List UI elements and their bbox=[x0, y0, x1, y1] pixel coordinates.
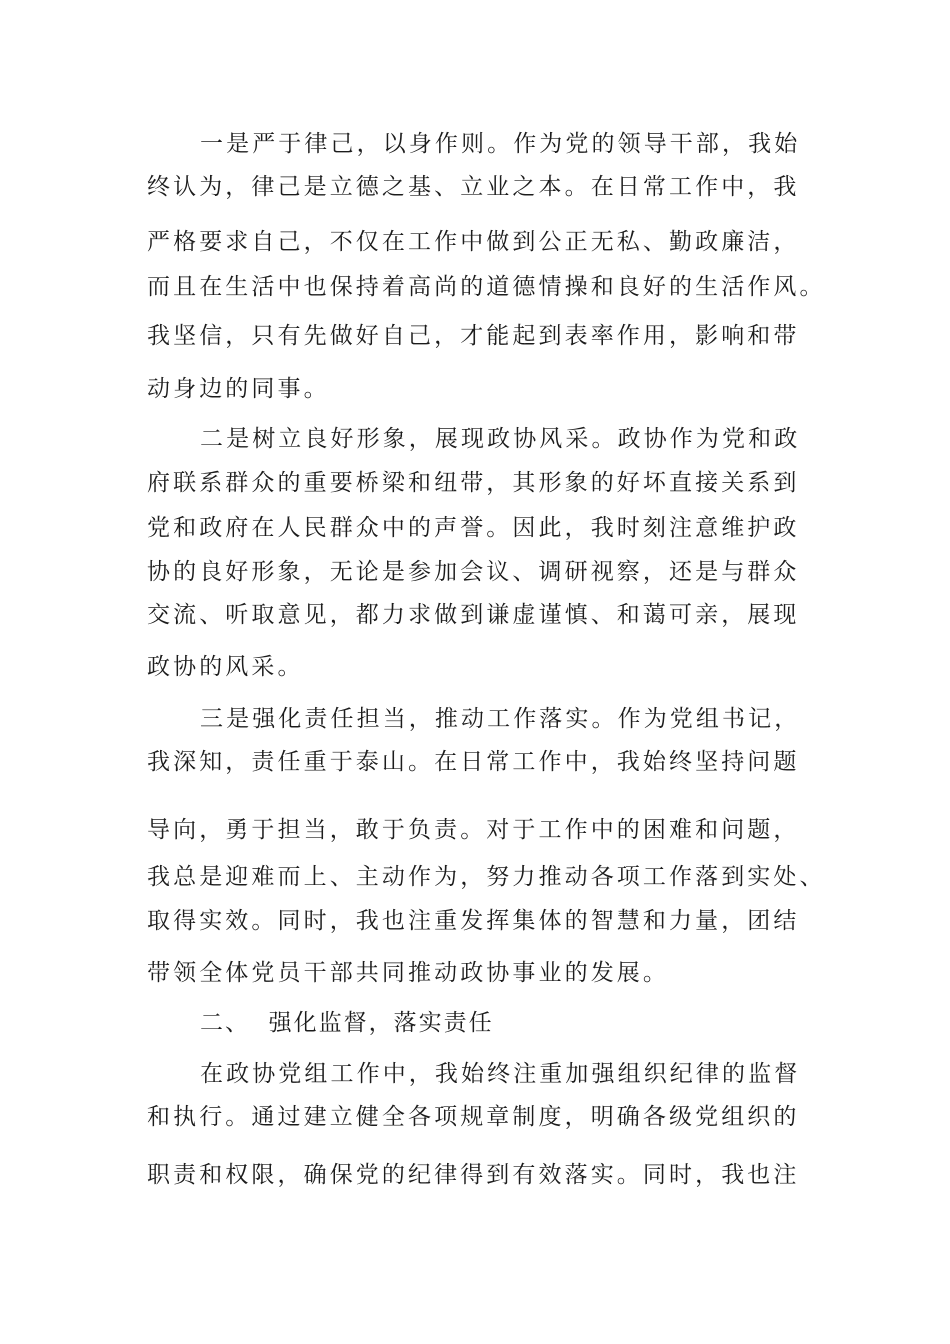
paragraph-4-line-1: 在政协党组工作中，我始终注重加强组织纪律的监督 bbox=[200, 1061, 801, 1087]
paragraph-1-line-1: 一是严于律己，以身作则。作为党的领导干部，我始 bbox=[200, 131, 801, 157]
paragraph-1-line-5: 我坚信，只有先做好自己，才能起到表率作用，影响和带 bbox=[147, 323, 800, 349]
paragraph-2-line-3: 党和政府在人民群众中的声誉。因此，我时刻注意维护政 bbox=[147, 515, 800, 541]
paragraph-1-line-2: 终认为，律己是立德之基、立业之本。在日常工作中，我 bbox=[147, 174, 800, 200]
section-heading: 二、 强化监督，落实责任 bbox=[200, 1010, 494, 1036]
paragraph-3-line-4: 我总是迎难而上、主动作为，努力推动各项工作落到实处、 bbox=[147, 864, 826, 890]
paragraph-2-line-2: 府联系群众的重要桥梁和纽带，其形象的好坏直接关系到 bbox=[147, 470, 800, 496]
paragraph-3-line-2: 我深知，责任重于泰山。在日常工作中，我始终坚持问题 bbox=[147, 749, 800, 775]
paragraph-3-line-1: 三是强化责任担当，推动工作落实。作为党组书记， bbox=[200, 706, 801, 732]
paragraph-2-line-6: 政协的风采。 bbox=[147, 654, 304, 680]
paragraph-4-line-2: 和执行。通过建立健全各项规章制度，明确各级党组织的 bbox=[147, 1104, 800, 1130]
paragraph-4-line-3: 职责和权限，确保党的纪律得到有效落实。同时，我也注 bbox=[147, 1162, 800, 1188]
paragraph-1-line-3: 严格要求自己，不仅在工作中做到公正无私、勤政廉洁， bbox=[147, 229, 800, 255]
paragraph-1-line-4: 而且在生活中也保持着高尚的道德情操和良好的生活作风。 bbox=[147, 274, 826, 300]
paragraph-2-line-1: 二是树立良好形象，展现政协风采。政协作为党和政 bbox=[200, 426, 801, 452]
paragraph-3-line-5: 取得实效。同时，我也注重发挥集体的智慧和力量，团结 bbox=[147, 908, 800, 934]
paragraph-1-line-6: 动身边的同事。 bbox=[147, 376, 330, 402]
paragraph-2-line-5: 交流、听取意见，都力求做到谦虚谨慎、和蔼可亲，展现 bbox=[147, 602, 800, 628]
paragraph-3-line-6: 带领全体党员干部共同推动政协事业的发展。 bbox=[147, 960, 669, 986]
paragraph-3-line-3: 导向，勇于担当，敢于负责。对于工作中的困难和问题， bbox=[147, 817, 800, 843]
paragraph-2-line-4: 协的良好形象，无论是参加会议、调研视察，还是与群众 bbox=[147, 559, 800, 585]
